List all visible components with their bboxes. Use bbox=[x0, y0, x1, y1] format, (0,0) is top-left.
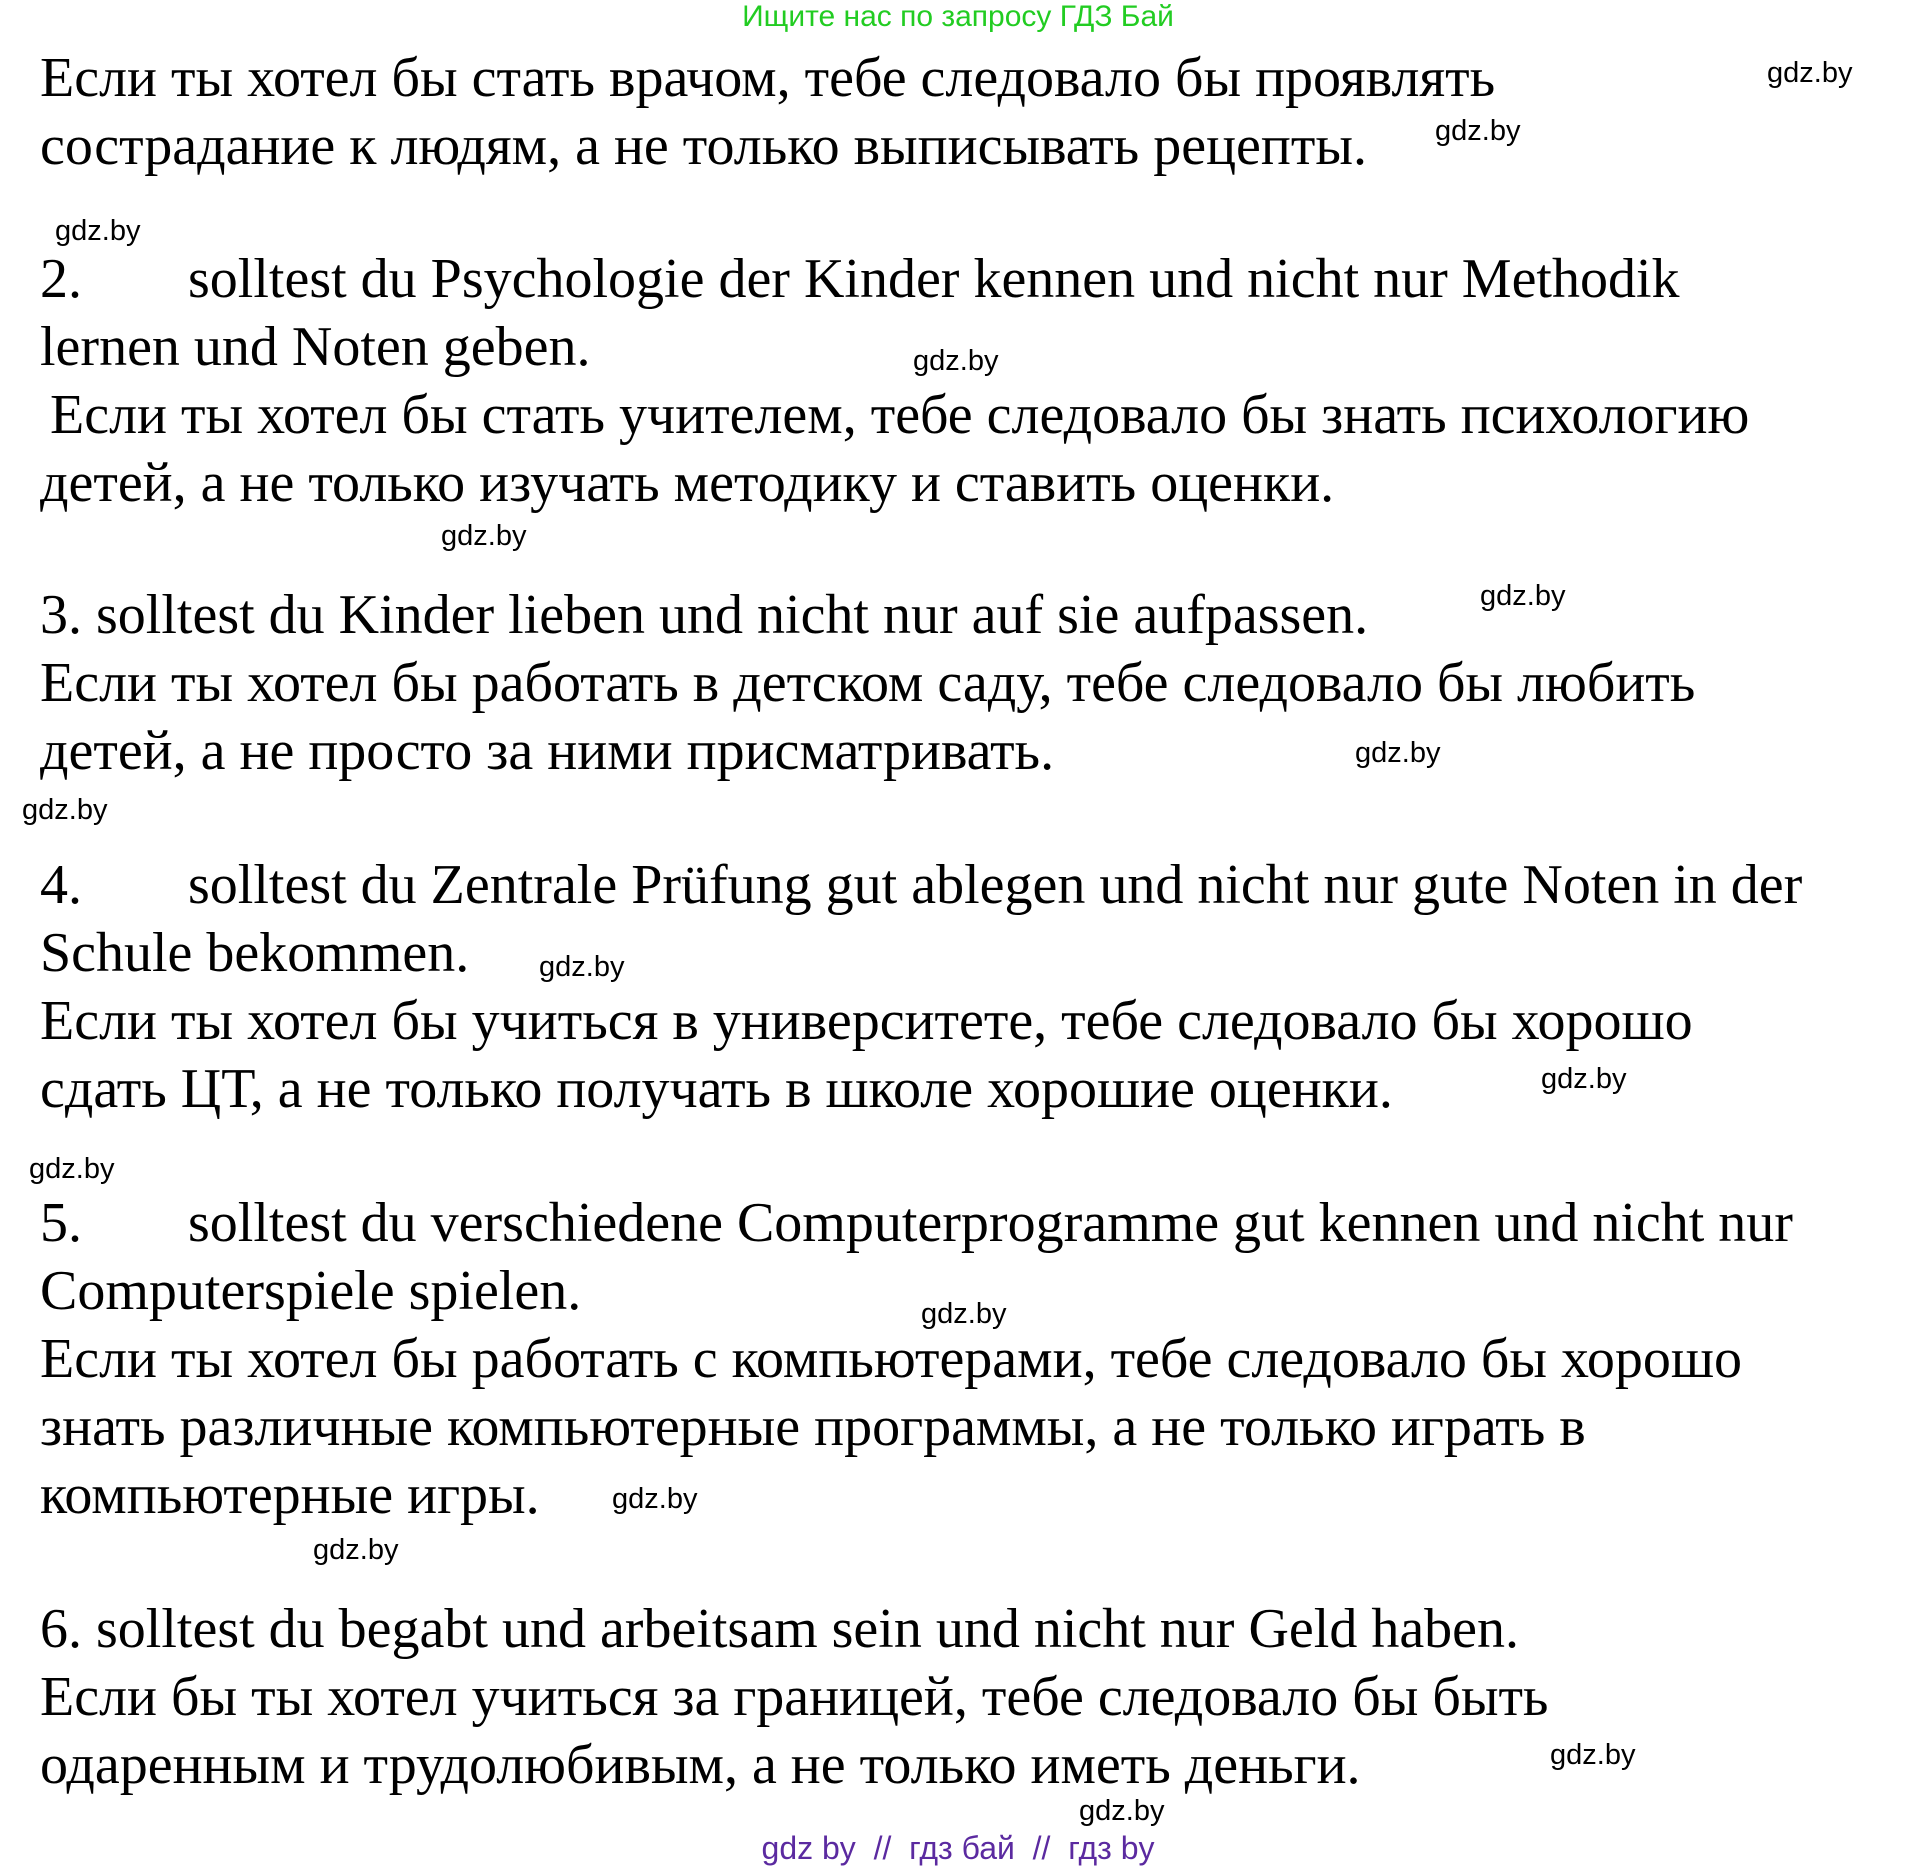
item-4-number: 4. bbox=[40, 854, 82, 916]
item-5-number: 5. bbox=[40, 1192, 82, 1254]
item-2-de-text-1: solltest du Psychologie der Kinder kennen und nicht nur Methodik bbox=[188, 248, 1680, 310]
search-hint-link[interactable]: Ищите нас по запросу ГДЗ Бай bbox=[742, 0, 1174, 33]
watermark: gdz.by bbox=[22, 794, 108, 826]
watermark: gdz.by bbox=[921, 1298, 1007, 1330]
item-5-de-text-1: solltest du verschiedene Computerprogramme gut kennen und nicht nur bbox=[188, 1192, 1793, 1254]
watermark: gdz.by bbox=[1541, 1063, 1627, 1095]
item-2-number: 2. bbox=[40, 248, 82, 310]
watermark: gdz.by bbox=[1435, 115, 1521, 147]
watermark: gdz.by bbox=[1079, 1795, 1165, 1827]
watermark: gdz.by bbox=[1550, 1739, 1636, 1771]
item-3-ru-line-2: детей, а не просто за ними присматривать. bbox=[40, 720, 1055, 782]
watermark: gdz.by bbox=[539, 951, 625, 983]
item-5-ru-line-2: знать различные компьютерные программы, а не только играть в bbox=[40, 1396, 1586, 1458]
watermark: gdz.by bbox=[55, 215, 141, 247]
item-1-ru-line-1: Если ты хотел бы стать врачом, тебе следовало бы проявлять bbox=[40, 47, 1496, 109]
item-4-ru-line-2: сдать ЦТ, а не только получать в школе хорошие оценки. bbox=[40, 1058, 1393, 1120]
watermark: gdz.by bbox=[29, 1153, 115, 1185]
item-3-de-line-1: 3. solltest du Kinder lieben und nicht nur auf sie aufpassen. bbox=[40, 584, 1369, 646]
item-3-ru-line-1: Если ты хотел бы работать в детском саду, тебе следовало бы любить bbox=[40, 652, 1696, 714]
item-4-ru-line-1: Если ты хотел бы учиться в университете, тебе следовало бы хорошо bbox=[40, 990, 1693, 1052]
watermark: gdz.by bbox=[313, 1534, 399, 1566]
item-4-de-line-2: Schule bekommen. bbox=[40, 922, 470, 984]
watermark: gdz.by bbox=[612, 1483, 698, 1515]
watermark: gdz.by bbox=[1480, 580, 1566, 612]
watermark: gdz.by bbox=[1767, 57, 1853, 89]
item-2-ru-line-2: детей, а не только изучать методику и ставить оценки. bbox=[40, 452, 1335, 514]
footer-links[interactable]: gdz by // гдз бай // гдз by bbox=[761, 1830, 1155, 1866]
item-2-ru-line-1: Если ты хотел бы стать учителем, тебе следовало бы знать психологию bbox=[50, 384, 1750, 446]
watermark: gdz.by bbox=[1355, 737, 1441, 769]
item-5-ru-line-1: Если ты хотел бы работать с компьютерами, тебе следовало бы хорошо bbox=[40, 1328, 1743, 1390]
item-6-ru-line-1: Если бы ты хотел учиться за границей, тебе следовало бы быть bbox=[40, 1666, 1549, 1728]
item-5-de-line-1 bbox=[40, 1193, 1793, 1253]
item-5-de-line-2: Computerspiele spielen. bbox=[40, 1260, 582, 1322]
watermark: gdz.by bbox=[913, 345, 999, 377]
item-6-de-line-1: 6. solltest du begabt und arbeitsam sein und nicht nur Geld haben. bbox=[40, 1598, 1520, 1660]
item-4-de-line-1 bbox=[40, 855, 1802, 915]
item-2-de-line-2: lernen und Noten geben. bbox=[40, 316, 591, 378]
item-4-de-text-1: solltest du Zentrale Prüfung gut ablegen und nicht nur gute Noten in der bbox=[188, 854, 1803, 916]
item-5-ru-line-3: компьютерные игры. bbox=[40, 1464, 540, 1526]
item-1-ru-line-2: сострадание к людям, а не только выписывать рецепты. bbox=[40, 115, 1367, 177]
watermark: gdz.by bbox=[441, 520, 527, 552]
item-2-de-line-1 bbox=[40, 249, 1680, 309]
item-6-ru-line-2: одаренным и трудолюбивым, а не только иметь деньги. bbox=[40, 1734, 1361, 1796]
